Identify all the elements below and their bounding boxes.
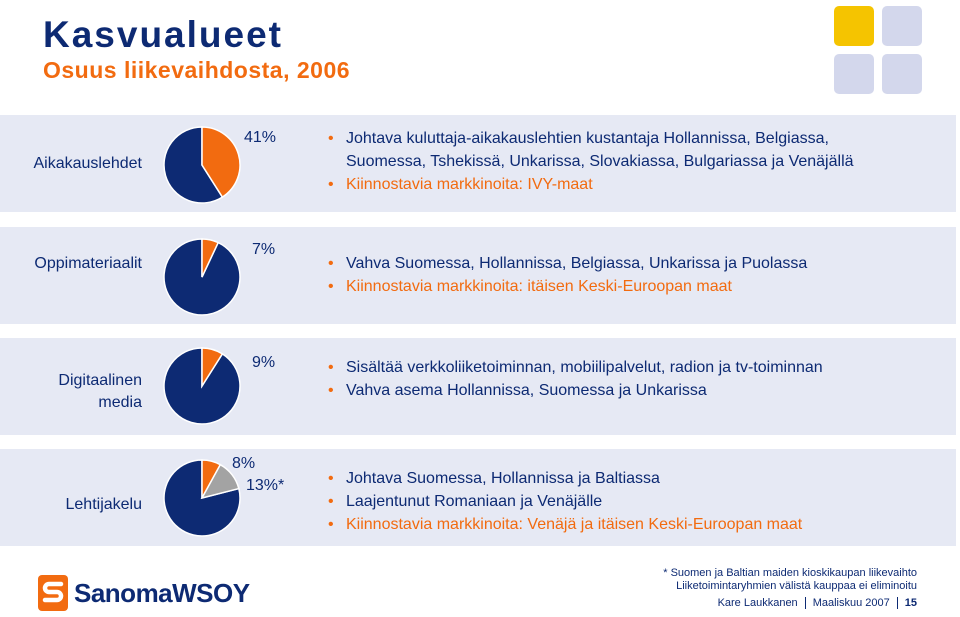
bullet-dot-icon: • bbox=[328, 493, 334, 510]
bullet-item: • Kiinnostavia markkinoita: itäisen Keski-Euroopan maat bbox=[326, 275, 807, 298]
segment-bullet-list bbox=[326, 467, 802, 536]
bullet-item: • Laajentunut Romaniaan ja Venäjälle bbox=[326, 490, 802, 513]
segment-label: Lehtijakelu bbox=[65, 496, 142, 513]
footer-separator bbox=[897, 597, 898, 609]
segment-share-label: 41% bbox=[244, 129, 277, 146]
bullet-dot-icon: • bbox=[328, 130, 334, 147]
bullet-item: • Vahva Suomessa, Hollannissa, Belgiassa, Unkarissa ja Puolassa bbox=[326, 252, 807, 275]
footer-page-number: 15 bbox=[904, 597, 917, 609]
bullet-item: • Sisältää verkkoliiketoiminnan, mobiilipalvelut, radion ja tv-toiminnan bbox=[326, 356, 823, 379]
segment-row-aikakauslehdet bbox=[0, 115, 956, 212]
decorative-square-lavender bbox=[882, 54, 922, 94]
sanomawsoy-logo bbox=[38, 575, 250, 611]
bullet-dot-icon: • bbox=[328, 278, 334, 295]
segment-bullet-list bbox=[326, 127, 854, 196]
bullet-dot-icon: • bbox=[328, 176, 334, 193]
segment-row-oppimateriaalit bbox=[0, 227, 956, 324]
bullet-item: • Kiinnostavia markkinoita: IVY-maat bbox=[326, 173, 854, 196]
footer-separator bbox=[805, 597, 806, 609]
segment-row-lehtijakelu bbox=[0, 449, 956, 546]
segment-share-label: 8% bbox=[232, 455, 256, 472]
page-title: Kasvualueet bbox=[43, 14, 283, 55]
decorative-square-yellow bbox=[834, 6, 874, 46]
segment-label: Oppimateriaalit bbox=[34, 255, 142, 272]
sanomawsoy-logo-text: SanomaWSOY bbox=[74, 577, 250, 608]
segment-pie-chart bbox=[162, 125, 242, 205]
segment-pie-chart bbox=[162, 346, 242, 426]
bullet-item: • Kiinnostavia markkinoita: Venäjä ja itäisen Keski-Euroopan maat bbox=[326, 513, 802, 536]
segment-secondary-share-label: 13%* bbox=[246, 477, 285, 494]
bullet-item: • Johtava kuluttaja-aikakauslehtien kustantaja Hollannissa, Belgiassa, bbox=[326, 127, 854, 150]
decorative-square-lavender bbox=[882, 6, 922, 46]
segment-label: Digitaalinen media bbox=[58, 372, 142, 411]
bullet-dot-icon: • bbox=[328, 382, 334, 399]
footer-date: Maaliskuu 2007 bbox=[812, 597, 890, 609]
segment-pie-chart bbox=[162, 237, 242, 317]
decorative-square-lavender bbox=[834, 54, 874, 94]
bullet-item: • Vahva asema Hollannissa, Suomessa ja Unkarissa bbox=[326, 379, 823, 402]
bullet-dot-icon: • bbox=[328, 516, 334, 533]
segment-row-digitaalinen-media bbox=[0, 338, 956, 435]
bullet-item: • Johtava Suomessa, Hollannissa ja Baltiassa bbox=[326, 467, 802, 490]
bullet-item-continuation: Suomessa, Tshekissä, Unkarissa, Slovakiassa, Bulgariassa ja Venäjällä bbox=[346, 153, 854, 170]
footnote: * Suomen ja Baltian maiden kioskikaupan liikevaihto Liiketoimintaryhmien välistä kauppaa ei eliminoitu bbox=[663, 567, 917, 592]
footer-author: Kare Laukkanen bbox=[717, 597, 798, 609]
segment-bullet-list bbox=[326, 252, 807, 298]
bullet-dot-icon: • bbox=[328, 255, 334, 272]
footer-credit bbox=[718, 597, 917, 609]
page-subtitle: Osuus liikevaihdosta, 2006 bbox=[43, 57, 351, 83]
segment-pie-chart bbox=[162, 458, 242, 538]
bullet-dot-icon: • bbox=[328, 470, 334, 487]
segment-share-label: 9% bbox=[252, 354, 276, 371]
segment-label: Aikakauslehdet bbox=[33, 155, 142, 172]
segment-share-label: 7% bbox=[252, 241, 276, 258]
segment-bullet-list bbox=[326, 356, 823, 402]
sanomawsoy-logo-mark-icon bbox=[38, 575, 68, 611]
bullet-dot-icon: • bbox=[328, 359, 334, 376]
